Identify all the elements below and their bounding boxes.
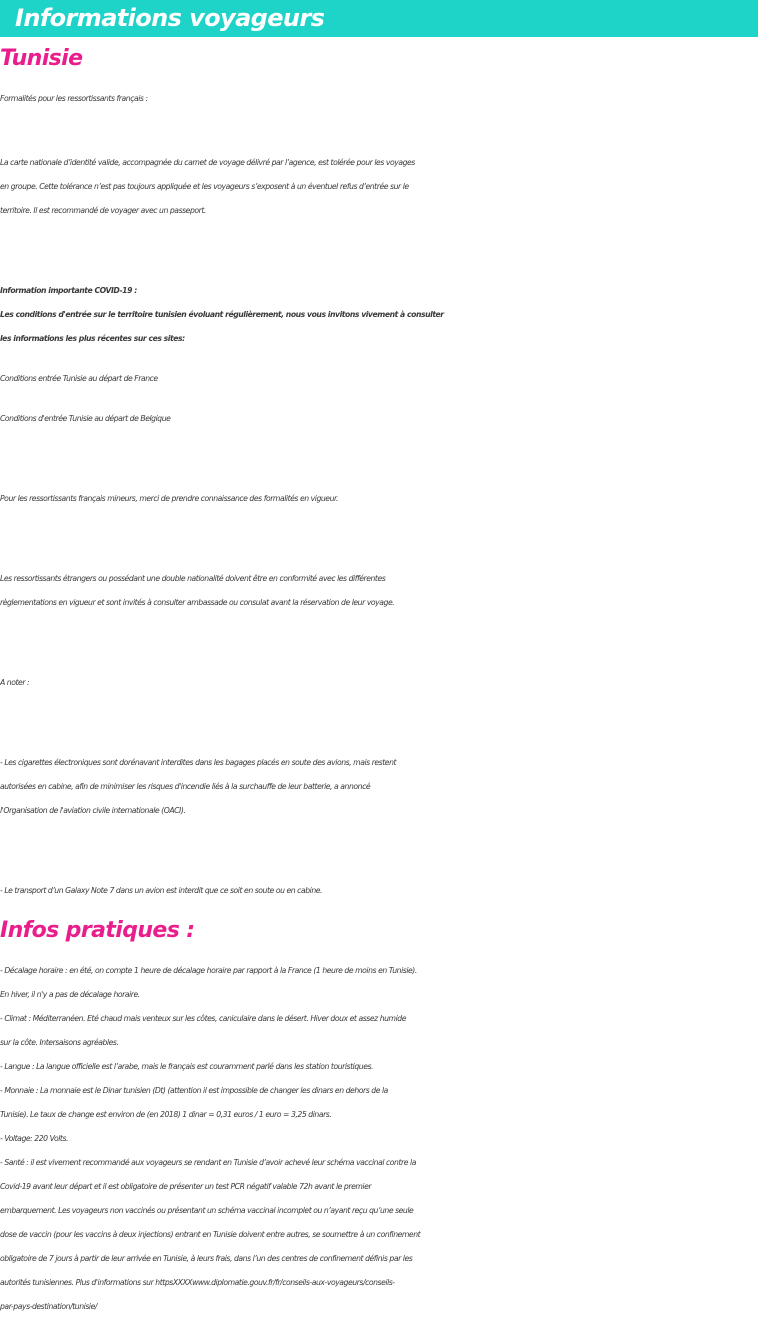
text-line: règlementations en vigueur et sont invités à consulter ambassade ou consulat avant la réservation de leur voyage. [0, 598, 395, 607]
text-line: en groupe. Cette tolérance n’est pas toujours appliquée et les voyageurs s’exposent à un éventuel refus d’entrée sur le [0, 182, 409, 191]
text-line: - Les cigarettes électroniques sont dorénavant interdites dans les bagages placés en soute des avions, mais restent [0, 758, 397, 767]
text-line: Covid-19 avant leur départ et il est obligatoire de présenter un test PCR négatif valable 72h avant le premier [0, 1182, 372, 1191]
carte-identite-paragraph [0, 151, 758, 223]
mineurs-paragraph: Pour les ressortissants français mineurs, merci de prendre connaissance des formalités en vigueur. [0, 494, 339, 503]
text-line: autorités tunisiennes. Plus d'informations sur httpsXXXXwww.diplomatie.gouv.fr/fr/conseils-aux-voyageurs/conseils- [0, 1278, 395, 1287]
header-bar [0, 0, 758, 37]
text-line: sur la côte. Intersaisons agréables. [0, 1038, 119, 1047]
formalites-label: Formalités pour les ressortissants français : [0, 94, 148, 103]
text-line: - Langue : La langue officielle est l’arabe, mais le français est couramment parlé dans les station touristiques. [0, 1062, 374, 1071]
text-line: dose de vaccin (pour les vaccins à deux injections) entrant en Tunisie doivent entre autres, se soumettre à un confinement [0, 1230, 421, 1239]
text-line: les informations les plus récentes sur ces sites: [0, 334, 185, 343]
galaxy-note-paragraph: - Le transport d’un Galaxy Note 7 dans un avion est interdit que ce soit en soute ou en cabine. [0, 886, 323, 895]
text-line: - Décalage horaire : en été, on compte 1 heure de décalage horaire par rapport à la France (1 heure de moins en Tunisie). [0, 966, 417, 975]
text-line: La carte nationale d’identité valide, accompagnée du carnet de voyage délivré par l’agence, est tolérée pour les voyages [0, 158, 415, 167]
text-line: Les conditions d'entrée sur le territoire tunisien évoluant régulièrement, nous vous invitons vivement à consulter [0, 310, 444, 319]
text-line: Information importante COVID-19 : [0, 286, 137, 295]
link-conditions-belgique[interactable]: Conditions d'entrée Tunisie au départ de Belgique [0, 414, 171, 423]
text-line: l'Organisation de l'aviation civile internationale (OACI). [0, 806, 186, 815]
covid-paragraph [0, 279, 758, 351]
text-line: obligatoire de 7 jours à partir de leur arrivée en Tunisie, à leurs frais, dans l’un des centres de confinement définis par les [0, 1254, 413, 1263]
text-line: Les ressortissants étrangers ou possédant une double nationalité doivent être en conformité avec les différentes [0, 574, 386, 583]
text-line: Tunisie). Le taux de change est environ de (en 2018) 1 dinar = 0,31 euros / 1 euro = 3,25 dinars. [0, 1110, 332, 1119]
text-line: autorisées en cabine, afin de minimiser les risques d'incendie liés à la surchauffe de leur batterie, a annoncé [0, 782, 371, 791]
text-line: par-pays-destination/tunisie/ [0, 1302, 97, 1311]
text-line: - Voltage: 220 Volts. [0, 1134, 69, 1143]
link-conditions-france[interactable]: Conditions entrée Tunisie au départ de France [0, 374, 158, 383]
text-line: - Monnaie : La monnaie est le Dinar tunisien (Dt) (attention il est impossible de changer les dinars en dehors de la [0, 1086, 388, 1095]
etrangers-paragraph [0, 567, 758, 615]
cigarettes-paragraph [0, 751, 758, 823]
page-title: Informations voyageurs [15, 4, 325, 32]
infos-pratiques-list [0, 959, 758, 1319]
text-line: territoire. Il est recommandé de voyager avec un passeport. [0, 206, 206, 215]
text-line: - Climat : Méditerranéen. Eté chaud mais venteux sur les côtes, caniculaire dans le désert. Hiver doux et assez humide [0, 1014, 406, 1023]
text-line: En hiver, il n'y a pas de décalage horaire. [0, 990, 140, 999]
a-noter-label: A noter : [0, 678, 30, 687]
section-title-infos-pratiques: Infos pratiques : [0, 918, 195, 943]
section-title-tunisie: Tunisie [0, 46, 83, 71]
text-line: embarquement. Les voyageurs non vaccinés ou présentant un schéma vaccinal incomplet ou n’ayant reçu qu’une seule [0, 1206, 414, 1215]
text-line: - Santé : il est vivement recommandé aux voyageurs se rendant en Tunisie d’avoir achevé leur schéma vaccinal contre la [0, 1158, 416, 1167]
